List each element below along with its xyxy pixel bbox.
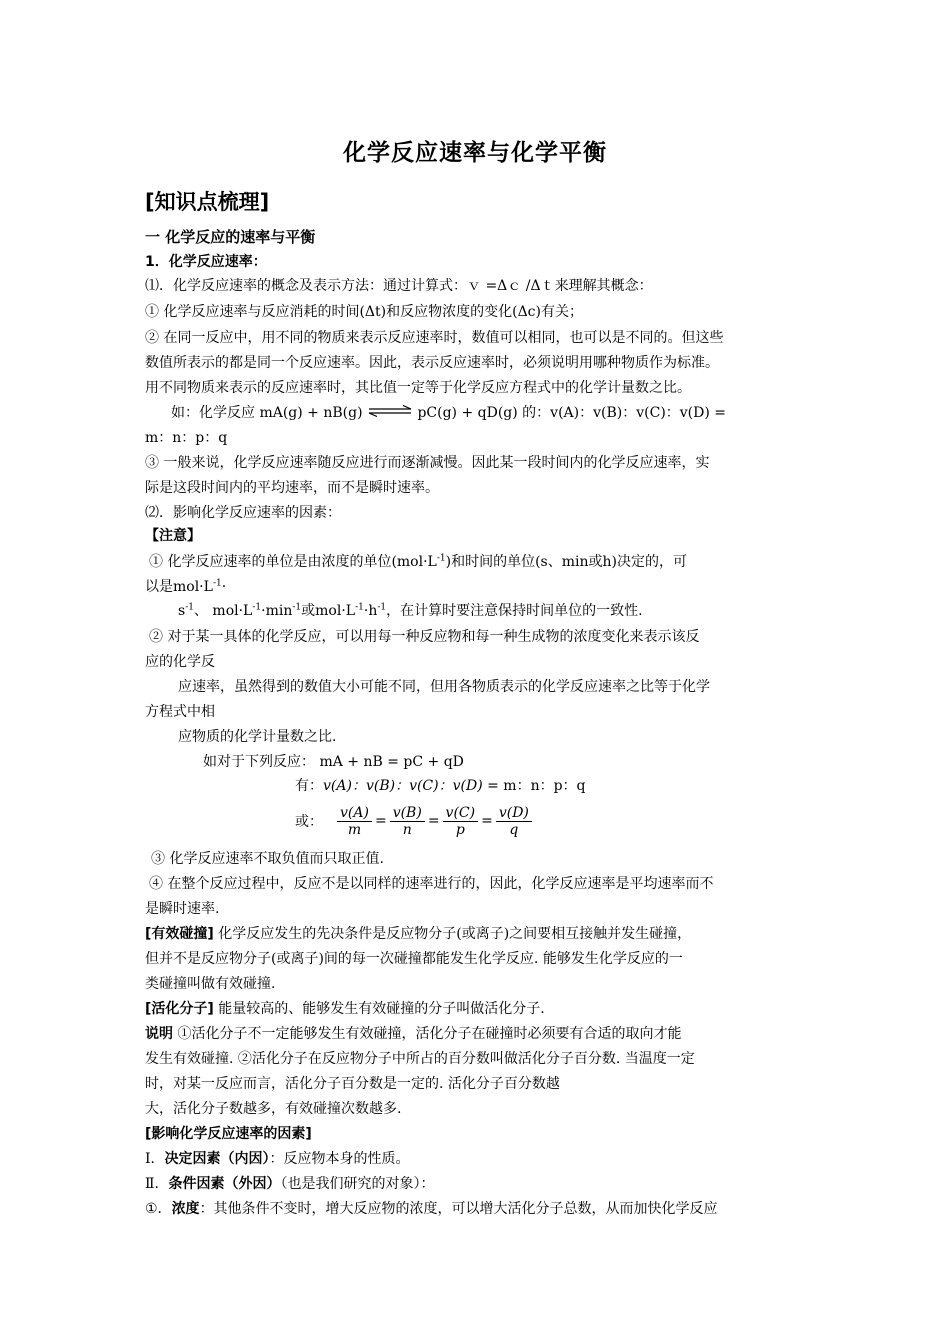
paragraph-line: ① 化学反应速率的单位是由浓度的单位$(mol\cdot L^{-1})$和时间的单位(s、min或h)决定的，可 (149, 553, 687, 570)
paragraph-line: ③ 化学反应速率不取负值而只取正值. (151, 851, 384, 867)
ratio-line: 有：v(A)：v(B)：v(C)：v(D) = m：n：p：q (295, 778, 586, 794)
paragraph-line: [活化分子] 能量较高的、能够发生有效碰撞的分子叫做活化分子. (145, 1001, 545, 1017)
fraction-vc: $\frac{v(C)}{p}$ (443, 805, 479, 838)
item-heading (145, 252, 810, 272)
paragraph-line: ① 化学反应速率与反应消耗的时间(Δt)和反应物浓度的变化(Δc)有关； (145, 304, 583, 320)
paragraph-line: ①．浓度：其他条件不变时，增大反应物的浓度，可以增大活化分子总数，从而加快化学反应 (145, 1201, 718, 1217)
paragraph-line: 说明 ①活化分子不一定能够发生有效碰撞，活化分子在碰撞时必须要有合适的取向才能 (145, 1026, 682, 1042)
fraction-va: $\frac{v(A)}{m}$ (337, 805, 372, 838)
paragraph-line: ② 在同一反应中，用不同的物质来表示反应速率时，数值可以相同，也可以是不同的。但这些 (145, 330, 724, 346)
paragraph-line: 际是这段时间内的平均速率，而不是瞬时速率。 (145, 480, 439, 496)
page-title: 化学反应速率与化学平衡 (343, 140, 607, 166)
paragraph-line: [有效碰撞] 化学反应发生的先决条件是反应物分子(或离子)之间要相互接触并发生碰撞， (145, 926, 692, 942)
equation-text: pC(g) + qD(g) 的：v(A)：v(B)：v(C)：v(D) = (417, 405, 727, 421)
equation-text: 如：化学反应 mA(g) + nB(g) (171, 405, 363, 421)
fraction-vb: $\frac{v(B)}{n}$ (390, 805, 425, 838)
note-label: 【注意】 (145, 528, 201, 544)
section-heading: [知识点梳理] (145, 190, 270, 214)
paragraph-line: ④ 在整个反应过程中，反应不是以同样的速率进行的，因此，化学反应速率是平均速率而不 (149, 876, 714, 892)
paragraph-line: 数值所表示的都是同一个反应速率。因此，表示反应速率时，必须说明用哪种物质作为标准。 (145, 355, 719, 371)
paragraph-line: 应的化学反 (145, 654, 215, 670)
term-label: 说明 (145, 1026, 173, 1042)
reversible-arrow-icon (367, 403, 413, 423)
term-label: [有效碰撞] (145, 926, 214, 942)
paragraph-line: 方程式中相 (145, 704, 215, 720)
paragraph-line: 以是$mol\cdot L^{-1}\cdot$ (145, 578, 227, 595)
paragraph-line: ③ 一般来说，化学反应速率随反应进行而逐渐减慢。因此某一段时间内的化学反应速率，实 (145, 455, 710, 471)
paragraph-line: ⑴．化学反应速率的概念及表示方法：通过计算式：ｖ =Δｃ /Δｔ来理解其概念： (145, 278, 653, 294)
paragraph-line: $s^{-1}$、 $mol\cdot L^{-1}\cdot\min^{-1}$或$mol\cdot L^{-1}\cdot h^{-1}$，在计算时要注意保持时间单位的一致性. (178, 602, 643, 619)
paragraph-line: ② 对于某一具体的化学反应，可以用每一种反应物和每一种生成物的浓度变化来表示该反 (149, 629, 700, 645)
subsection-heading: [影响化学反应速率的因素] (145, 1126, 312, 1142)
fraction-equation: 或： $\frac{v(A)}{m}$ = $\frac{v(B)}{n}$ = $\frac{v(C)}{p}$ = $\frac{v(D)}{q}$ (295, 798, 534, 844)
paragraph-line: 类碰撞叫做有效碰撞. (145, 976, 276, 992)
paragraph-line: 大，活化分子数越多，有效碰撞次数越多. (145, 1101, 402, 1117)
item-heading-text: 1．化学反应速率： (145, 254, 267, 270)
fraction-vd: $\frac{v(D)}{q}$ (496, 805, 532, 838)
term-label: [活化分子] (145, 1001, 214, 1017)
paragraph-line: 应速率，虽然得到的数值大小可能不同，但用各物质表示的化学反应速率之比等于化学 (178, 679, 710, 695)
paragraph-line: 应物质的化学计量数之比. (178, 729, 337, 745)
paragraph-line: 时，对某一反应而言，活化分子百分数是一定的. 活化分子百分数越 (145, 1076, 560, 1092)
equation-line (145, 403, 810, 423)
paragraph-line: ⑵．影响化学反应速率的因素： (145, 505, 341, 521)
paragraph-line: 发生有效碰撞. ②活化分子在反应物分子中所占的百分数叫做活化分子百分数. 当温度一定 (145, 1051, 695, 1067)
fraction-label: 或： (295, 814, 323, 830)
part-heading: 一 化学反应的速率与平衡 (145, 228, 316, 246)
paragraph-line: 但并不是反应物分子(或离子)间的每一次碰撞都能发生化学反应. 能够发生化学反应的一 (145, 951, 683, 967)
paragraph-line: 如对于下列反应： mA + nB = pC + qD (203, 754, 464, 770)
paragraph-line: m：n：p：q (145, 430, 228, 446)
paragraph-line: Ⅰ．决定因素（内因）：反应物本身的性质。 (145, 1151, 410, 1167)
paragraph-line: 用不同物质来表示的反应速率时，其比值一定等于化学反应方程式中的化学计量数之比。 (145, 380, 691, 396)
paragraph-line: 是瞬时速率. (145, 901, 220, 917)
paragraph-line: Ⅱ．条件因素（外因）（也是我们研究的对象）： (145, 1176, 435, 1192)
